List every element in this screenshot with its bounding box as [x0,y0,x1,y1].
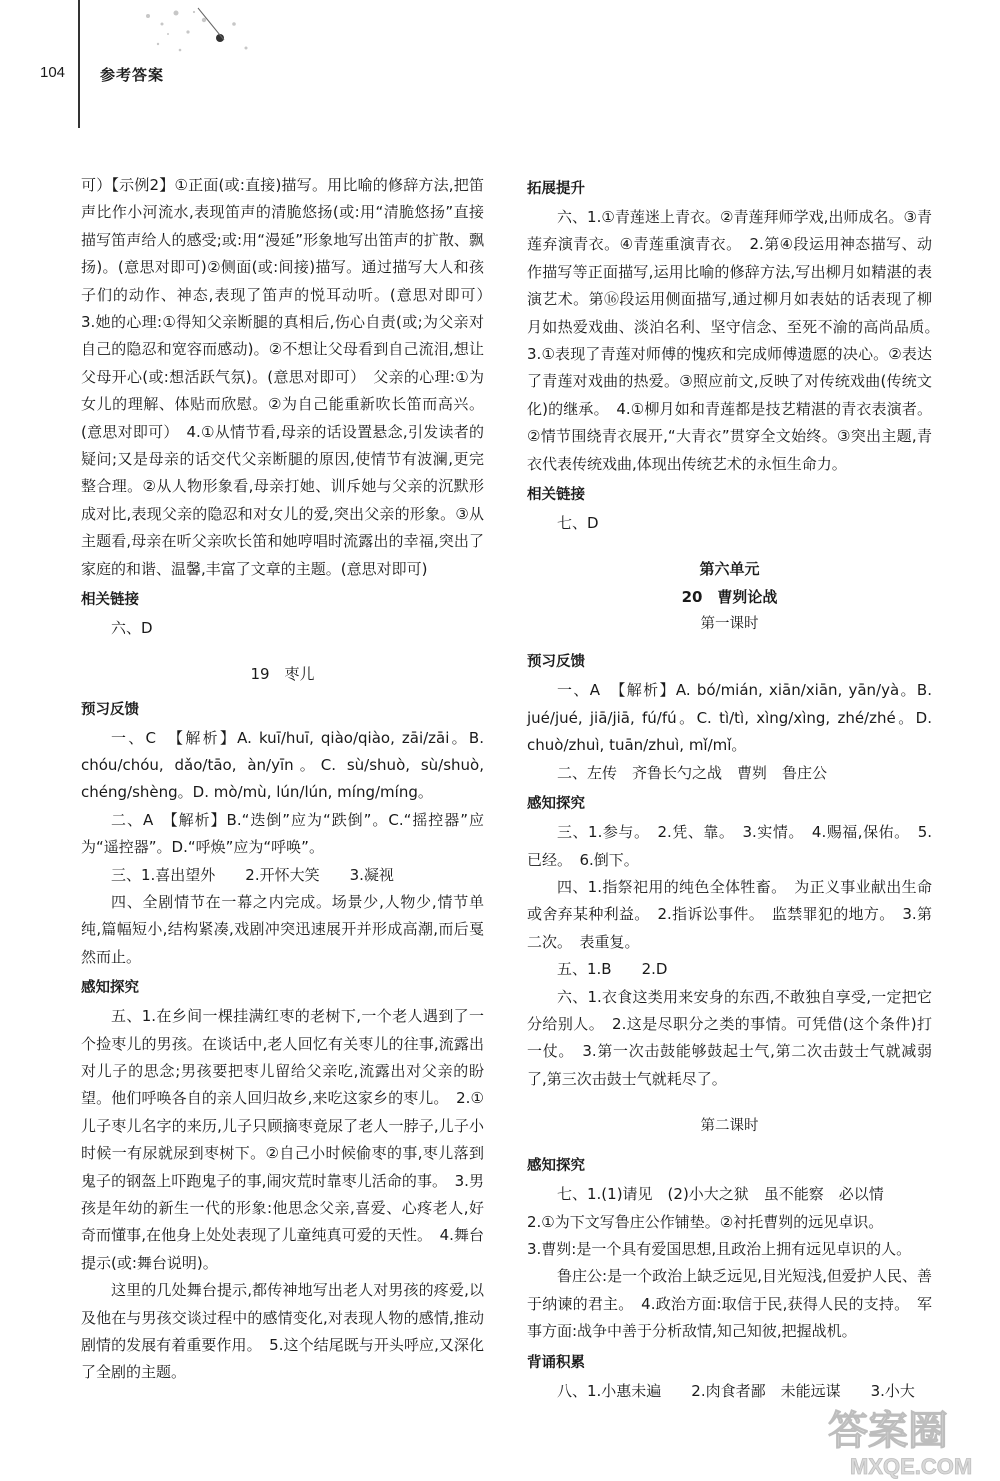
page-number: 104 [40,64,66,81]
answer-paragraph: 七、1.(1)请见 (2)小大之狱 虽不能察 必以情 [557,1185,884,1204]
answer-paragraph: 三、1.喜出望外 2.开怀大笑 3.凝视 [111,865,394,884]
section-heading-related-links: 相关链接 [527,487,585,504]
watermark-url-text: MXQE.COM [850,1454,973,1479]
period-heading: 第二课时 [700,1118,759,1135]
watermark-logo [820,1396,1000,1481]
answer-paragraph: 六、D [111,619,153,638]
section-heading-perceive: 感知探究 [527,1158,585,1175]
section-heading-related-links: 相关链接 [81,592,139,609]
answer-paragraph: 二、左传 齐鲁长勺之战 曹刿 鲁庄公 [557,763,828,782]
section-heading-perceive: 感知探究 [81,980,139,997]
lesson-title-19: 19 枣儿 [250,664,315,683]
watermark-main-text: 答案圈 [828,1409,948,1453]
answer-paragraph: 六、1.①青莲迷上青衣。②青莲拜师学戏,出师成名。③青莲弃演青衣。④青莲重演青衣。 2.第④段运用神态描写、动作描写等正面描写,运用比喻的修辞方法,写出柳月如精湛的表演艺术。第⑯段运用侧面描写,通过柳月如表姑的话表现了柳月如热爱戏曲、淡泊名利、坚守信念、至死不渝的高尚品质。 3.①表现了青莲对师傅的愧疚和完成师傅遗愿的决心。②表达了青莲对戏曲的热爱。③照应前文,反映了对传统戏曲(传统文化)的继承。 4.①柳月如和青莲都是技艺精湛的青衣表演者。②情节围绕青衣展开,“大青衣”贯穿全文始终。③突出主题,青衣代表传统戏曲,体现出传统艺术的永恒生命力。 [527,208,948,473]
answer-paragraph: 一、C 【解析】A. kuī/huī, qiào/qiào, zāi/zāi。B. chóu/chóu, dǎo/tāo, àn/yīn。C. sù/shuò, sù/shuò, chéng/shèng。D. mò/mù, lún/lún, míng/míng。 [81,728,484,802]
answer-paragraph: 七、D [557,514,599,533]
answer-paragraph: 四、全剧情节在一幕之内完成。场景少,人物少,情节单纯,篇幅短小,结构紧凑,戏剧冲突迅速展开并形成高潮,而后戛然而止。 [81,892,484,966]
answer-paragraph: 八、1.小惠未遍 2.肉食者鄙 未能远谋 3.小大 [557,1381,915,1400]
unit-title: 第六单元 [699,560,760,579]
answer-paragraph: 六、1.衣食这类用来安身的东西,不敢独自享受,一定把它分给别人。 2.这是尽职分之类的事情。可凭借(这个条件)打一仗。 3.第一次击鼓能够鼓起士气,第二次击鼓士气就减弱了,第三次击鼓士气就耗尽了。 [527,987,932,1088]
answer-paragraph: 五、1.在乡间一棵挂满红枣的老树下,一个老人遇到了一个捡枣儿的男孩。在谈话中,老人回忆有关枣儿的往事,流露出对儿子的思念;男孩要把枣儿留给父亲吃,流露出对父亲的盼望。他们呼唤各自的亲人回归故乡,来吃这家乡的枣儿。 2.①儿子枣儿名字的来历,儿子只顾摘枣竟尿了老人一脖子,儿子小时候一有尿就尿到枣树下。②自己小时候偷枣的事,枣儿落到鬼子的钢盔上吓跑鬼子的事,闹灾荒时靠枣儿活命的事。 3.男孩是年幼的新生一代的形象:他思念父亲,喜爱、心疼老人,好奇而懂事,在他身上处处表现了儿童纯真可爱的天性。 4.舞台提示(或:舞台说明)。 [81,1007,484,1272]
answer-paragraph: 3.曹刿:是一个具有爱国思想,且政治上拥有远见卓识的人。 [527,1239,912,1258]
left-column [81,172,500,1387]
lesson-title-20: 20 曹刿论战 [681,588,778,607]
answer-paragraph: 三、1.参与。 2.凭、靠。 3.实情。 4.赐福,保佑。 5.已经。 6.倒下。 [527,823,932,869]
section-heading-recite: 背诵积累 [527,1354,585,1371]
answer-paragraph: 这里的几处舞台提示,都传神地写出老人对男孩的疼爱,以及他在与男孩交谈过程中的感情变化,对表现人物的感情,推动剧情的发展有着重要作用。 5.这个结尾既与开头呼应,又深化了全剧的主题。 [81,1281,484,1382]
answer-paragraph: 二、A 【解析】B.“迭倒”应为“跌倒”。C.“摇控器”应为“遥控器”。D.“呼焕”应为“呼唤”。 [81,810,484,857]
section-heading-perceive: 感知探究 [527,796,585,813]
section-heading-preview: 预习反馈 [527,654,585,671]
answer-paragraph: 四、1.指祭祀用的纯色全体牲畜。 为正义事业献出生命或舍弃某种利益。 2.指诉讼事件。 监禁罪犯的地方。 3.第二次。 表重复。 [527,877,932,951]
period-heading: 第一课时 [700,616,759,633]
header-title: 参考答案 [100,66,165,84]
header-vertical-rule [78,0,80,128]
section-heading-preview: 预习反馈 [81,701,139,718]
section-heading-extend: 拓展提升 [527,181,585,197]
answer-paragraph: 可）【示例2】①正面(或:直接)描写。用比喻的修辞方法,把笛声比作小河流水,表现笛声的清脆悠扬(或:用“清脆悠扬”直接描写笛声给人的感受;或:用“漫延”形象地写出笛声的扩散、飘扬)。(意思对即可)②侧面(或:间接)描写。通过描写大人和孩子们的动作、神态,表现了笛声的悦耳动听。(意思对即可） 3.她的心理:①得知父亲断腿的真相后,伤心自责(或;为父亲对自己的隐忍和宽容而感动)。②不想让父母看到自己流泪,想让父母开心(或:想活跃气氛)。(意思对即可） 父亲的心理:①为女儿的理解、体贴而欣慰。②为自己能重新吹长笛而高兴。(意思对即可） 4.①从情节看,母亲的话设置悬念,引发读者的疑问;又是母亲的话交代父亲断腿的原因,使情节有波澜,更完整合理。②从人物形象看,母亲打她、训斥她与父亲的沉默形成对比,表现父亲的隐忍和对女儿的爱,突出父亲的形象。③从主题看,母亲在听父亲吹长笛和她哼唱时流露出的幸福,突出了家庭的和谐、温馨,丰富了文章的主题。(意思对即可) [81,176,500,578]
page-header [0,0,1000,130]
answer-paragraph: 五、1.B 2.D [557,960,668,979]
answer-paragraph: 一、A 【解析】A. bó/mián, xiān/xiān, yān/yà。B. jué/jué, jiā/jiā, fú/fú。C. tì/tì, xìng/xìng, zhé/zhé。D. chuò/zhuì, tuān/zhuì, mǐ/mǐ。 [527,681,932,755]
answer-paragraph: 鲁庄公:是一个政治上缺乏远见,目光短浅,但爱护人民、善于纳谏的君主。 4.政治方面:取信于民,获得人民的支持。 军事方面:战争中善于分析敌情,知己知彼,把握战机。 [527,1267,932,1341]
right-column [527,172,948,1405]
answer-paragraph: 2.①为下文写鲁庄公作铺垫。②衬托曹刿的远见卓识。 [527,1212,884,1231]
decorative-splash-image [128,4,268,64]
